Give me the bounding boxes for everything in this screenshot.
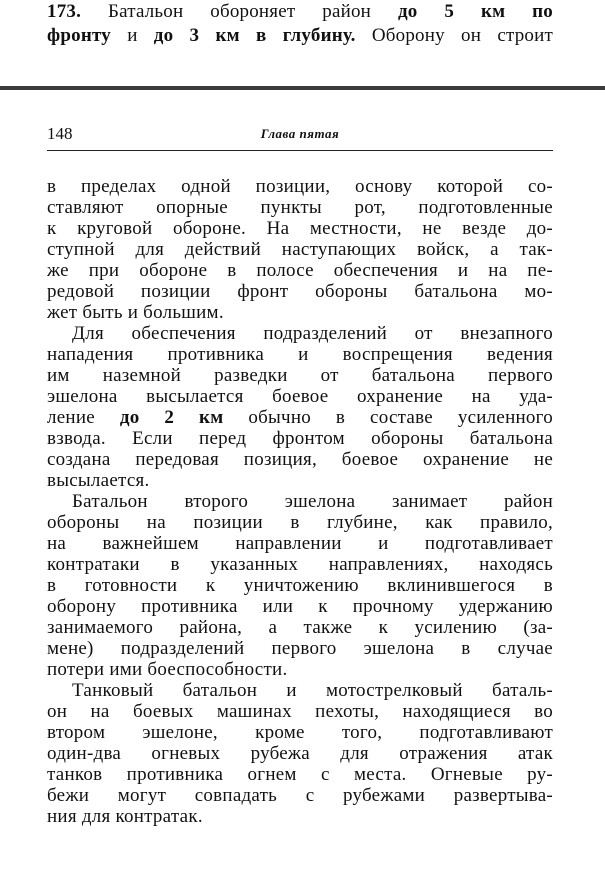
text-line: взвода. Если перед фронтом обороны батальона xyxy=(47,428,553,449)
body-text xyxy=(47,176,553,827)
text-line: к круговой обороне. На местности, не везде до- xyxy=(47,218,553,239)
text-line: создана передовая позиция, боевое охранение не xyxy=(47,449,553,470)
text-line: танков противника огнем с места. Огневые ру- xyxy=(47,764,553,785)
text-line: ставляют опорные пункты рот, подготовленные xyxy=(47,197,553,218)
text-line: нападения противника и воспрещения ведения xyxy=(47,344,553,365)
page-separator xyxy=(0,86,605,90)
running-header xyxy=(47,124,553,146)
text-line: Батальон второго эшелона занимает район xyxy=(72,491,553,512)
text-line: один-два огневых рубежа для отражения атак xyxy=(47,743,553,764)
text-line: контратаки в указанных направлениях, находясь xyxy=(47,554,553,575)
paragraph-number: 173. xyxy=(47,1,82,22)
text-line: редовой позиции фронт обороны батальона мо- xyxy=(47,281,553,302)
text-line: втором эшелоне, кроме того, подготавливают xyxy=(47,722,553,743)
fragment-line: 173. Батальон обороняет район до 5 км по xyxy=(47,1,553,22)
text-line: в пределах одной позиции, основу которой со- xyxy=(47,176,553,197)
text-line: Для обеспечения подразделений от внезапного xyxy=(72,323,553,344)
text-line: обороны на позиции в глубине, как правило, xyxy=(47,512,553,533)
paragraph xyxy=(47,323,553,491)
page-number: 148 xyxy=(47,124,73,143)
paragraph xyxy=(47,491,553,680)
chapter-title: Глава пятая xyxy=(260,126,340,141)
text-line: ление до 2 км обычно в составе усиленного xyxy=(47,407,553,428)
text-line: высылается. xyxy=(47,470,150,491)
text-line: жет быть и большим. xyxy=(47,302,224,323)
text-line: ния для контратак. xyxy=(47,806,203,827)
header-rule xyxy=(47,150,553,151)
text-line: потери ими боеспособности. xyxy=(47,659,288,680)
text-line: он на боевых машинах пехоты, находящиеся во xyxy=(47,701,553,722)
paragraph xyxy=(47,680,553,827)
text-line: ступной для действий наступающих войск, а так- xyxy=(47,239,553,260)
text-line: же при обороне в полосе обеспечения и на пе- xyxy=(47,260,553,281)
text-line: на важнейшем направлении и подготавливает xyxy=(47,533,553,554)
text-line: в готовности к уничтожению вклинившегося в xyxy=(47,575,553,596)
fragment-line: фронту и до 3 км в глубину. Оборону он строит xyxy=(47,25,553,46)
text-line: занимаемого района, а также к усилению (за- xyxy=(47,617,553,638)
text-line: Танковый батальон и мотострелковый баталь- xyxy=(72,680,553,701)
emphasis: до 2 км xyxy=(119,407,224,428)
text-line: бежи могут совпадать с рубежами развертыва- xyxy=(47,785,553,806)
text-line: им наземной разведки от батальона первого xyxy=(47,365,553,386)
paragraph xyxy=(47,176,553,323)
text-line: мене) подразделений первого эшелона в случае xyxy=(47,638,553,659)
previous-page-fragment xyxy=(47,0,553,48)
text-line: оборону противника или к прочному удержанию xyxy=(47,596,553,617)
text-line: эшелона высылается боевое охранение на уда- xyxy=(47,386,553,407)
